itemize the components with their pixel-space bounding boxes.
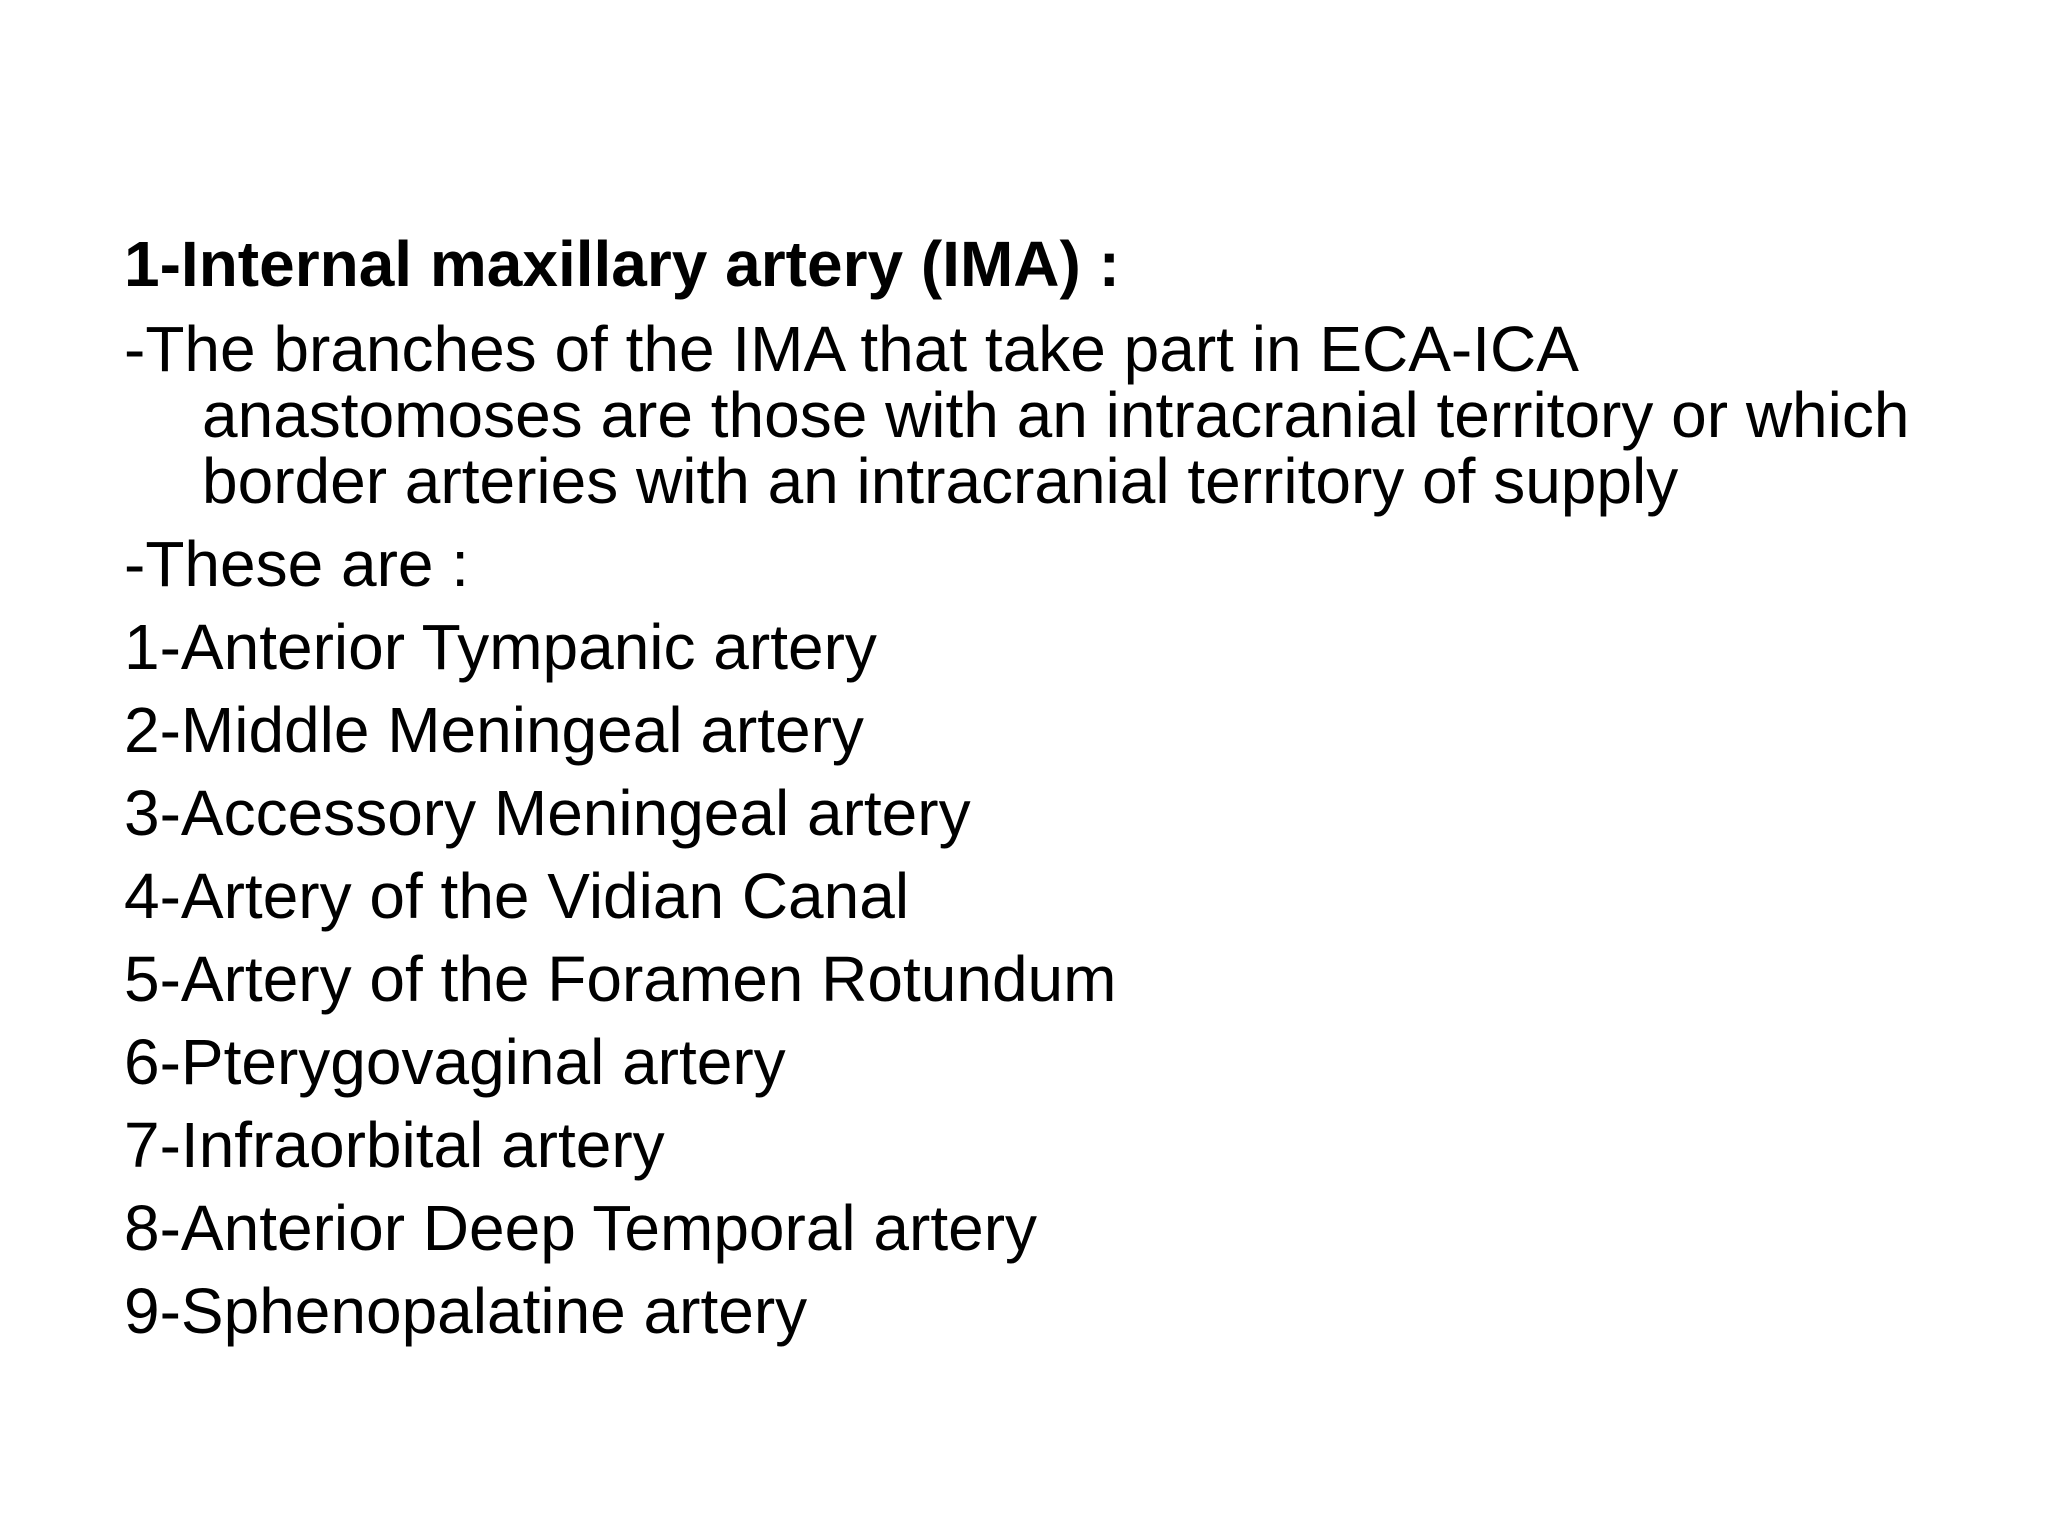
list-intro: -These are : xyxy=(124,528,470,600)
list-item: 1-Anterior Tympanic artery xyxy=(124,611,877,683)
list-item: 3-Accessory Meningeal artery xyxy=(124,777,971,849)
list-item: 6-Pterygovaginal artery xyxy=(124,1026,786,1098)
list-item: 8-Anterior Deep Temporal artery xyxy=(124,1192,1037,1264)
list-item: 9-Sphenopalatine artery xyxy=(124,1275,808,1347)
list-item: 5-Artery of the Foramen Rotundum xyxy=(124,943,1117,1015)
slide-heading: 1-Internal maxillary artery (IMA) : xyxy=(124,228,1120,300)
artery-list xyxy=(124,611,1924,1347)
list-item: 7-Infraorbital artery xyxy=(124,1109,665,1181)
description-paragraph: -The branches of the IMA that take part in ECA-ICA anastomoses are those with an intracranial territory or which border arteries with an intracranial territory of supply xyxy=(124,313,1910,517)
list-item: 2-Middle Meningeal artery xyxy=(124,694,864,766)
list-item: 4-Artery of the Vidian Canal xyxy=(124,860,910,932)
slide-content xyxy=(124,228,1924,1347)
